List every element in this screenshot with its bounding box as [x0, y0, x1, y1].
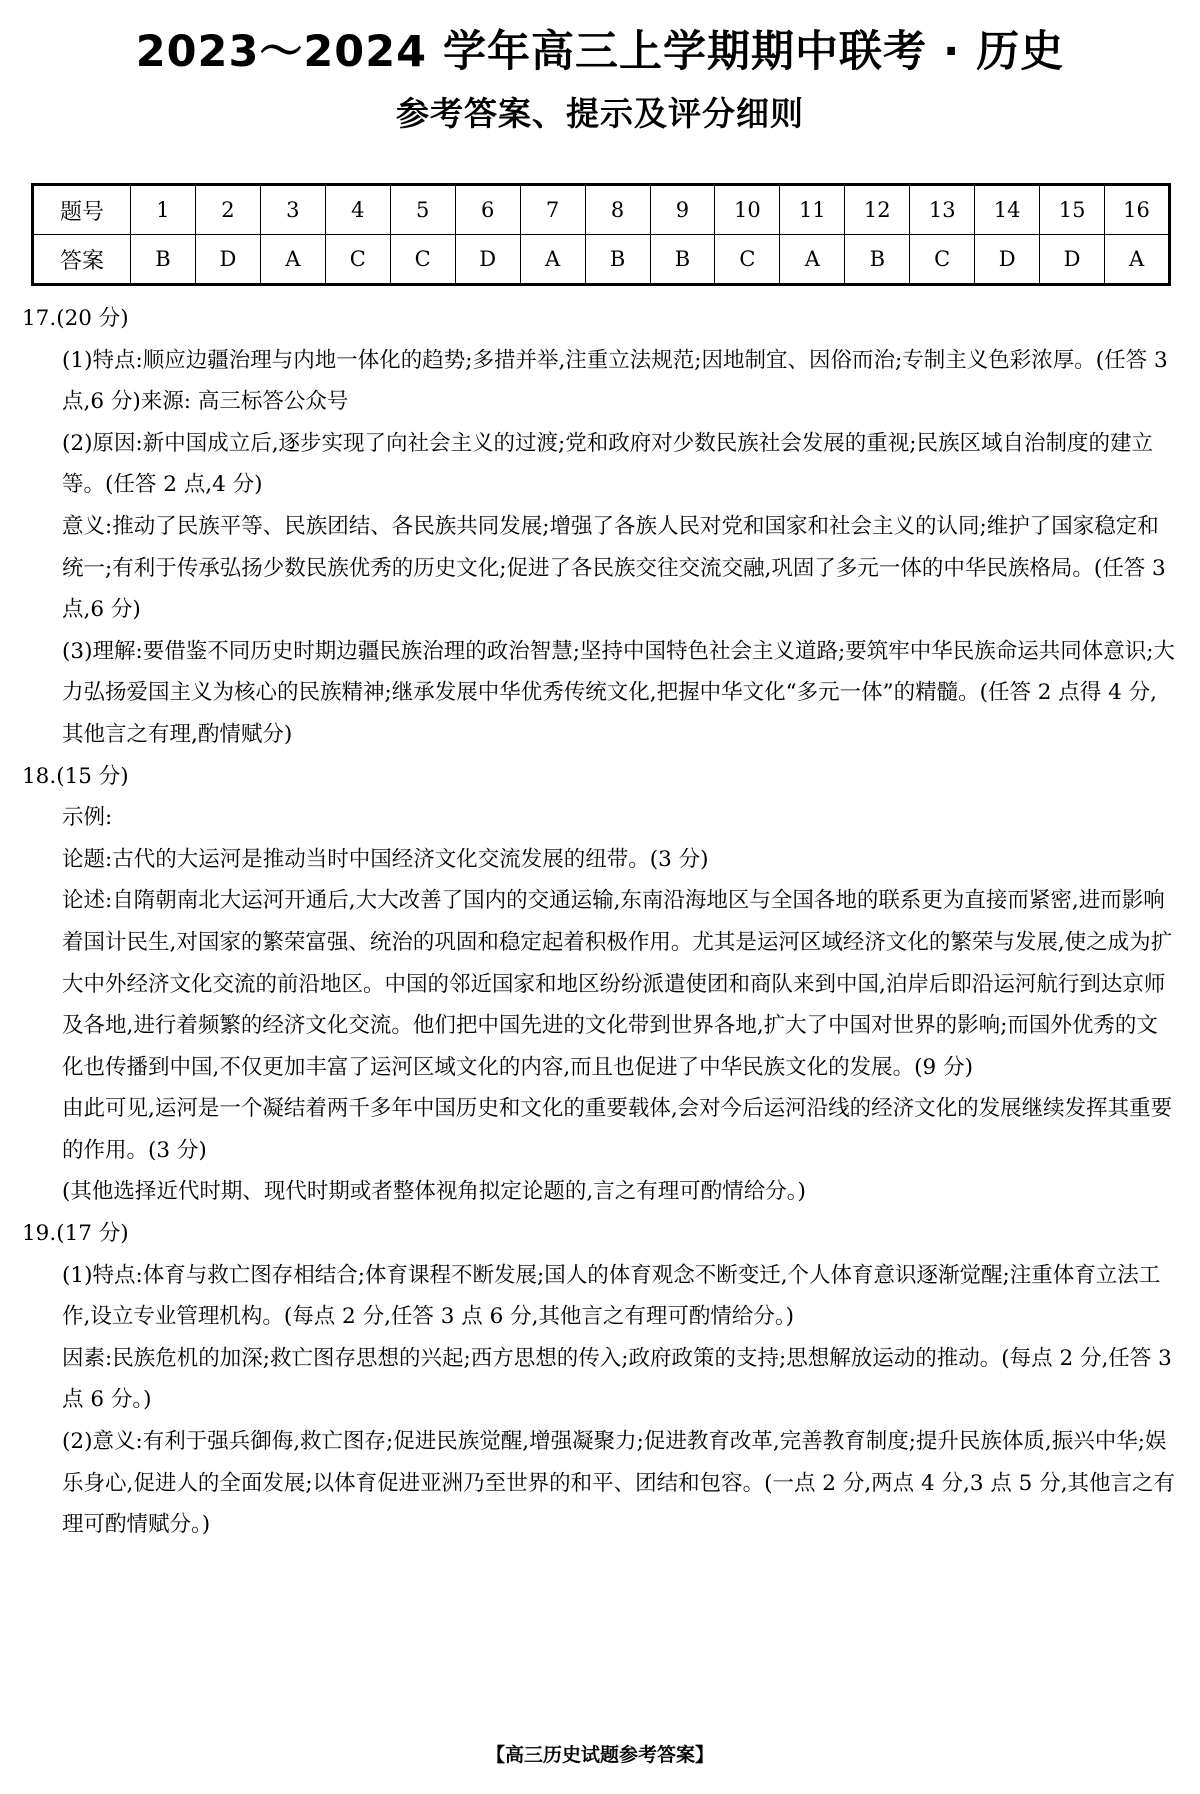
answer-cell: C	[910, 235, 975, 285]
q18-conclusion: 由此可见,运河是一个凝结着两千多年中国历史和文化的重要载体,会对今后运河沿线的经济文化的发展继续发挥其重要的作用。(3 分)	[62, 1096, 1173, 1163]
answer-cell: B	[131, 235, 196, 285]
answer-cell: A	[780, 235, 845, 285]
answer-cell: B	[585, 235, 650, 285]
answer-row	[33, 235, 1170, 285]
answer-cell: B	[650, 235, 715, 285]
q17-part3: (3)理解:要借鉴不同历史时期边疆民族治理的政治智慧;坚持中国特色社会主义道路;要筑牢中华民族命运共同体意识;大力弘扬爱国主义为核心的民族精神;继承发展中华优秀传统文化,把握中华文化“多元一体”的精髓。(任答 2 点得 4 分,其他言之有理,酌情赋分)	[62, 638, 1175, 747]
page-title: 2023～2024 学年高三上学期期中联考 · 历史	[135, 27, 1065, 77]
page-subtitle: 参考答案、提示及评分细则	[396, 94, 804, 133]
answer-table	[31, 183, 1171, 286]
question-number: 9	[650, 185, 715, 235]
answer-cell: D	[455, 235, 520, 285]
q17-part1: (1)特点:顺应边疆治理与内地一体化的趋势;多措并举,注重立法规范;因地制宜、因俗而治;专制主义色彩浓厚。(任答 3 点,6 分)来源: 高三标答公众号	[62, 347, 1168, 415]
q19-part1-factors: 因素:民族危机的加深;救亡图存思想的兴起;西方思想的传入;政府政策的支持;思想解放运动的推动。(每点 2 分,任答 3 点 6 分。)	[62, 1345, 1172, 1413]
question-number: 1	[131, 185, 196, 235]
question-number: 2	[195, 185, 260, 235]
question-number: 15	[1040, 185, 1105, 235]
q18-example-label: 示例:	[62, 805, 113, 831]
question-number: 7	[520, 185, 585, 235]
q17-part2-reason: (2)原因:新中国成立后,逐步实现了向社会主义的过渡;党和政府对少数民族社会发展的重视;民族区域自治制度的建立等。(任答 2 点,4 分)	[62, 430, 1154, 498]
q18-argument: 论述:自隋朝南北大运河开通后,大大改善了国内的交通运输,东南沿海地区与全国各地的联系更为直接而紧密,进而影响着国计民生,对国家的繁荣富强、统治的巩固和稳定起着积极作用。尤其是运河区域经济文化的繁荣与发展,使之成为扩大中外经济文化交流的前沿地区。中国的邻近国家和地区纷纷派遣使团和商队来到中国,泊岸后即沿运河航行到达京师及各地,进行着频繁的经济文化交流。他们把中国先进的文化带到世界各地,扩大了中国对世界的影响;而国外优秀的文化也传播到中国,不仅更加丰富了运河区域文化的内容,而且也促进了中华民族文化的发展。(9 分)	[62, 888, 1173, 1080]
answer-cell: D	[195, 235, 260, 285]
answer-cell: A	[1105, 235, 1170, 285]
question-number: 3	[260, 185, 325, 235]
answer-label: 答案	[33, 235, 131, 285]
answer-cell: A	[260, 235, 325, 285]
q18-thesis: 论题:古代的大运河是推动当时中国经济文化交流发展的纽带。(3 分)	[62, 846, 709, 872]
q19-heading: 19.(17 分)	[22, 1221, 129, 1247]
question-number: 5	[390, 185, 455, 235]
question-number: 12	[845, 185, 910, 235]
answer-cell: A	[520, 235, 585, 285]
answer-body	[22, 298, 1177, 1546]
question-number: 13	[910, 185, 975, 235]
answer-cell: D	[975, 235, 1040, 285]
question-number: 11	[780, 185, 845, 235]
answer-cell: B	[845, 235, 910, 285]
answer-cell: C	[325, 235, 390, 285]
question-number-label: 题号	[33, 185, 131, 235]
answer-cell: D	[1040, 235, 1105, 285]
q18-heading: 18.(15 分)	[22, 763, 129, 789]
q17-heading: 17.(20 分)	[22, 306, 129, 331]
question-number-row	[33, 185, 1170, 235]
answer-cell: C	[715, 235, 780, 285]
q19-part2: (2)意义:有利于强兵御侮,救亡图存;促进民族觉醒,增强凝聚力;促进教育改革,完善教育制度;提升民族体质,振兴中华;娱乐身心,促进人的全面发展;以体育促进亚洲乃至世界的和平、团结和包容。(一点 2 分,两点 4 分,3 点 5 分,其他言之有理可酌情赋分。)	[62, 1429, 1176, 1538]
question-number: 14	[975, 185, 1040, 235]
answer-cell: C	[390, 235, 455, 285]
q19-part1-features: (1)特点:体育与救亡图存相结合;体育课程不断发展;国人的体育观念不断变迁,个人体育意识逐渐觉醒;注重体育立法工作,设立专业管理机构。(每点 2 分,任答 3 点 6 分,其他言之有理可酌情给分。)	[62, 1262, 1161, 1330]
question-number: 16	[1105, 185, 1170, 235]
q17-part2-significance: 意义:推动了民族平等、民族团结、各民族共同发展;增强了各族人民对党和国家和社会主义的认同;维护了国家稳定和统一;有利于传承弘扬少数民族优秀的历史文化;促进了各民族交往交流交融,巩固了多元一体的中华民族格局。(任答 3 点,6 分)	[62, 513, 1166, 623]
page-footer: 【高三历史试题参考答案】	[485, 1744, 714, 1766]
question-number: 4	[325, 185, 390, 235]
question-number: 8	[585, 185, 650, 235]
question-number: 6	[455, 185, 520, 235]
q18-note: (其他选择近代时期、现代时期或者整体视角拟定论题的,言之有理可酌情给分。)	[62, 1179, 806, 1205]
question-number: 10	[715, 185, 780, 235]
